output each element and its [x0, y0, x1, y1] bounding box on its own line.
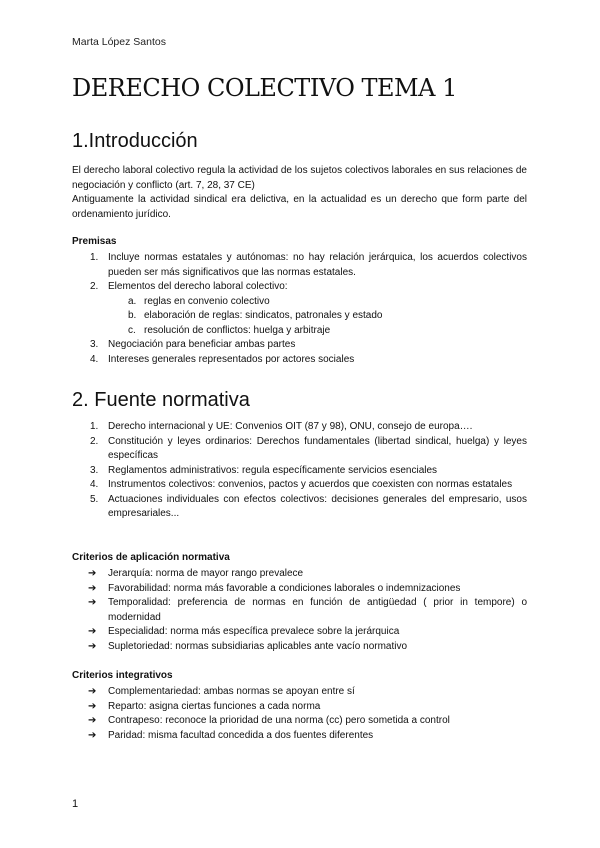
criterios-aplicacion-label: Criterios de aplicación normativa	[72, 552, 230, 563]
arrow-icon: ➔	[88, 729, 97, 741]
list-item: 1. Derecho internacional y UE: Convenios OIT (87 y 98), ONU, consejo de europa….	[90, 421, 473, 432]
criterios-integrativos-list	[72, 685, 527, 743]
arrow-icon: ➔	[88, 568, 97, 579]
arrow-icon: ➔	[88, 700, 97, 712]
arrow-icon: ➔	[88, 597, 97, 608]
list-item: 2. Constitución y leyes ordinarios: Derechos fundamentales (libertad sindical, huelga) y leyes específicas	[90, 435, 527, 461]
fuentes-list	[72, 420, 527, 522]
arrow-icon: ➔	[88, 582, 97, 594]
list-item: a. reglas en convenio colectivo	[128, 295, 270, 307]
arrow-icon: ➔	[88, 640, 97, 652]
premisas-label: Premisas	[72, 236, 117, 247]
criterios-integrativos-label: Criterios integrativos	[72, 670, 173, 681]
intro-paragraph-2: Antiguamente la actividad sindical era delictiva, en la actualidad es un derecho que form parte del ordenamiento jurídico.	[72, 194, 527, 220]
list-item: 1. Incluye normas estatales y autónomas: no hay relación jerárquica, los acuerdos colectivos pueden ser más significativos que las normas estatales.	[90, 252, 527, 278]
list-item: ➔ Complementariedad: ambas normas se apoyan entre sí	[72, 685, 527, 700]
intro-paragraph-1: El derecho laboral colectivo regula la actividad de los sujetos colectivos laborales en sus relaciones de negociación y conflicto (art. 7, 28, 37 CE)	[72, 165, 527, 191]
arrow-icon: ➔	[88, 686, 97, 697]
document-title: DERECHO COLECTIVO TEMA 1	[72, 74, 457, 102]
list-item: ➔ Reparto: asigna ciertas funciones a cada norma	[72, 700, 527, 715]
arrow-icon: ➔	[88, 626, 97, 637]
list-item: ➔ Jerarquía: norma de mayor rango prevalece	[72, 567, 527, 582]
section-heading-introduccion: 1.Introducción	[72, 130, 198, 152]
list-item: ➔ Favorabilidad: norma más favorable a condiciones laborales o indemnizaciones	[72, 582, 527, 597]
premisas-list	[72, 251, 527, 367]
elementos-sublist	[72, 295, 527, 339]
list-item: 3. Negociación para beneficiar ambas partes	[90, 339, 296, 350]
list-item: ➔ Temporalidad: preferencia de normas en función de antigüedad ( prior in tempore) o modernidad	[88, 597, 527, 623]
page-number: 1	[72, 798, 79, 810]
list-item: 4. Instrumentos colectivos: convenios, pactos y acuerdos que coexisten con normas estatales	[90, 479, 513, 490]
list-item: ➔ Supletoriedad: normas subsidiarias aplicables ante vacío normativo	[72, 640, 527, 655]
list-item: ➔ Especialidad: norma más específica prevalece sobre la jerárquica	[72, 625, 527, 640]
list-item: ➔ Contrapeso: reconoce la prioridad de una norma (cc) pero sometida a control	[72, 714, 527, 729]
criterios-aplicacion-list	[72, 567, 527, 654]
author-name: Marta López Santos	[72, 36, 166, 48]
list-item: 3. Reglamentos administrativos: regula específicamente servicios esenciales	[90, 464, 438, 476]
list-item: 4. Intereses generales representados por actores sociales	[90, 353, 355, 365]
list-item: b. elaboración de reglas: sindicatos, patronales y estado	[128, 310, 383, 321]
list-item: 2. Elementos del derecho laboral colectivo: a. reglas en convenio colectivo b. elaboración de reglas: sindicatos, patronales y estado c. resolución de conflictos: huelga y arbitraje	[72, 280, 527, 338]
section-heading-fuente-normativa: 2. Fuente normativa	[72, 389, 250, 411]
list-item: 5. Actuaciones individuales con efectos colectivos: decisiones generales del empresario, usos empresariales...	[90, 493, 527, 519]
list-item: c. resolución de conflictos: huelga y arbitraje	[128, 324, 331, 336]
arrow-icon: ➔	[88, 715, 97, 726]
list-item: ➔ Paridad: misma facultad concedida a dos fuentes diferentes	[72, 729, 527, 744]
